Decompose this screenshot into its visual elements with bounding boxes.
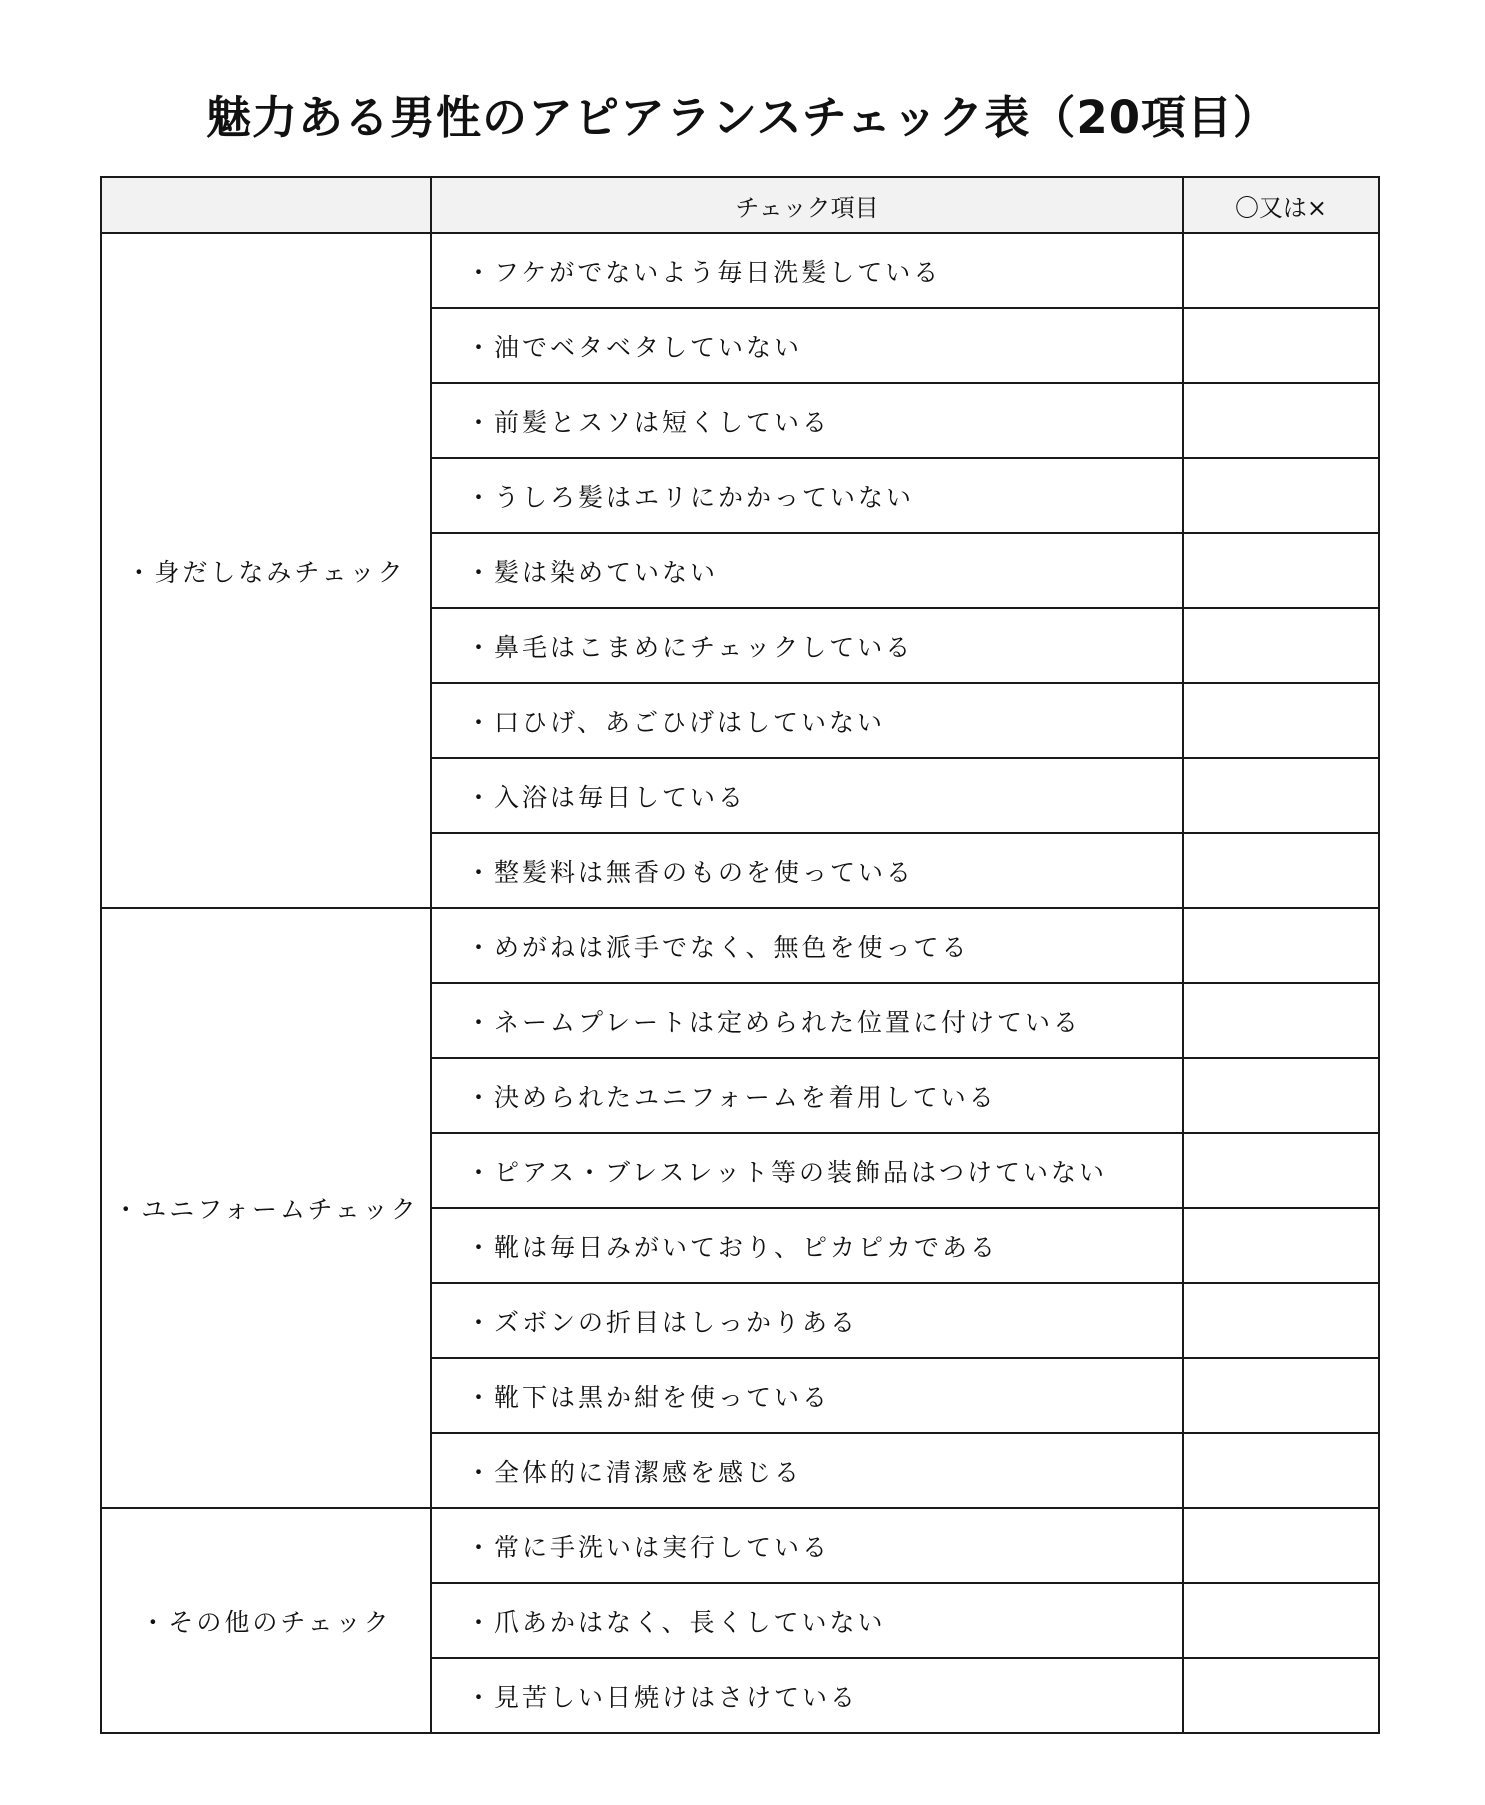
mark-cell[interactable] xyxy=(1183,458,1379,533)
check-item: ・ピアス・ブレスレット等の装飾品はつけていない xyxy=(431,1133,1183,1208)
mark-cell[interactable] xyxy=(1183,983,1379,1058)
checklist-table xyxy=(100,176,1380,1734)
header-category-cell xyxy=(101,177,431,233)
check-item: ・爪あかはなく、長くしていない xyxy=(431,1583,1183,1658)
check-item: ・入浴は毎日している xyxy=(431,758,1183,833)
header-item-cell: チェック項目 xyxy=(431,177,1183,233)
mark-cell[interactable] xyxy=(1183,533,1379,608)
check-item: ・うしろ髪はエリにかかっていない xyxy=(431,458,1183,533)
check-item: ・フケがでないよう毎日洗髪している xyxy=(431,233,1183,308)
mark-cell[interactable] xyxy=(1183,758,1379,833)
table-row xyxy=(101,1508,1379,1583)
table-row xyxy=(101,908,1379,983)
mark-cell[interactable] xyxy=(1183,1358,1379,1433)
category-uniform: ・ユニフォームチェック xyxy=(101,908,431,1508)
check-item: ・口ひげ、あごひげはしていない xyxy=(431,683,1183,758)
category-grooming: ・身だしなみチェック xyxy=(101,233,431,908)
mark-cell[interactable] xyxy=(1183,833,1379,908)
check-item: ・決められたユニフォームを着用している xyxy=(431,1058,1183,1133)
check-item: ・油でベタベタしていない xyxy=(431,308,1183,383)
check-item: ・靴は毎日みがいており、ピカピカである xyxy=(431,1208,1183,1283)
mark-cell[interactable] xyxy=(1183,1508,1379,1583)
header-row xyxy=(101,177,1379,233)
check-item: ・めがねは派手でなく、無色を使ってる xyxy=(431,908,1183,983)
check-item: ・鼻毛はこまめにチェックしている xyxy=(431,608,1183,683)
check-item: ・ネームプレートは定められた位置に付けている xyxy=(431,983,1183,1058)
mark-cell[interactable] xyxy=(1183,1058,1379,1133)
mark-cell[interactable] xyxy=(1183,1208,1379,1283)
mark-cell[interactable] xyxy=(1183,608,1379,683)
check-item: ・ズボンの折目はしっかりある xyxy=(431,1283,1183,1358)
mark-cell[interactable] xyxy=(1183,233,1379,308)
page-title: 魅力ある男性のアピアランスチェック表（20項目） xyxy=(205,91,1280,144)
check-item: ・整髪料は無香のものを使っている xyxy=(431,833,1183,908)
mark-cell[interactable] xyxy=(1183,383,1379,458)
mark-cell[interactable] xyxy=(1183,908,1379,983)
mark-cell[interactable] xyxy=(1183,308,1379,383)
check-item: ・全体的に清潔感を感じる xyxy=(431,1433,1183,1508)
mark-cell[interactable] xyxy=(1183,1283,1379,1358)
check-item: ・見苦しい日焼けはさけている xyxy=(431,1658,1183,1733)
check-item: ・靴下は黒か紺を使っている xyxy=(431,1358,1183,1433)
check-item: ・常に手洗いは実行している xyxy=(431,1508,1183,1583)
check-item: ・髪は染めていない xyxy=(431,533,1183,608)
mark-cell[interactable] xyxy=(1183,1583,1379,1658)
mark-cell[interactable] xyxy=(1183,1433,1379,1508)
check-item: ・前髪とスソは短くしている xyxy=(431,383,1183,458)
category-other: ・その他のチェック xyxy=(101,1508,431,1733)
mark-cell[interactable] xyxy=(1183,1658,1379,1733)
mark-cell[interactable] xyxy=(1183,1133,1379,1208)
header-mark-cell: 〇又は× xyxy=(1183,177,1379,233)
table-row xyxy=(101,233,1379,308)
mark-cell[interactable] xyxy=(1183,683,1379,758)
